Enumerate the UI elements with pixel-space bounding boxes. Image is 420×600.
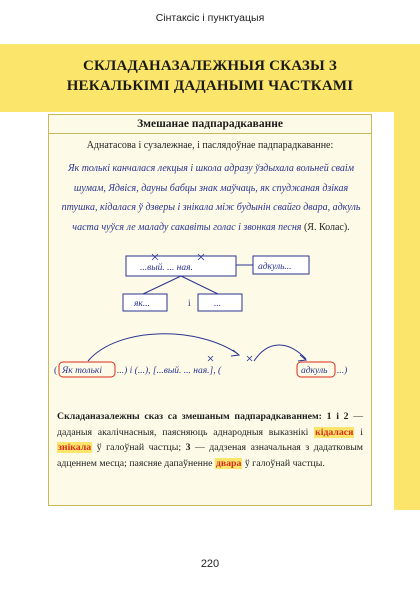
rule-text-2: ў галоўнай частцы; [96,442,182,453]
title-band [0,44,420,112]
scheme-main-text: ...вый. ... ная. [140,263,193,273]
scheme-arrow-left [231,350,239,356]
box-heading: Змешанае падпарадкаванне [49,115,371,134]
rule-text-3: — дадзеная азначальная з дадатковым адценнем месца; паясняе дапаўненне [57,442,363,469]
scheme-tolki-text: Як толькі [62,366,102,376]
highlight-znikala: знікала [58,442,92,453]
running-head: Сінтаксіс і пунктуацыя [155,12,265,24]
rule-number-3: 3 [185,442,191,453]
chapter-title-line-1: СКЛАДАНАЗАЛЕЖНЫЯ СКАЗЫ З [82,58,338,74]
example-text: Як толькі канчалася лекцыя і школа адразу ўздыхала вольней сваім шумам, Ядвіся, дауны бабцы знак маўчаць, як спуджаная дзікая птушка, кідалася ў дзверы і знікала між будынін свайго двара, адкуль часта чуўся ле маладу сакавіты голас і звонкая песня [61,163,361,233]
scheme-arc-right [254,345,306,361]
scheme-adkul-text: адкуль [301,366,328,376]
scheme-link-down [181,276,218,294]
chapter-title-line-2: НЕКАЛЬКІМІ ДАДАНЫМІ ЧАСТКАМІ [66,78,354,94]
scheme-conn-i: і [188,299,191,309]
rule-lead: Складаназалежны сказ са змешаным падпарадкаваннем: [57,411,322,422]
rule-conj: і [360,426,363,438]
scheme-bottom-cross-marks [208,356,252,361]
rule-text-4: ў галоўнай частцы. [244,457,325,469]
side-color-bar [394,44,420,510]
example-source: (Я. Колас). [303,221,350,233]
rule-explanation [57,409,363,471]
page-number: 220 [200,558,220,570]
scheme-left-text: як... [134,299,150,309]
scheme-bottom-open: ( [54,366,58,376]
sentence-scheme [48,114,370,404]
scheme-arc-left [88,334,238,361]
rule-numbers-1-2: 1 і 2 [326,411,349,422]
scheme-bottom-mid: ...) і (...), [...вый. ... ная.], ( [117,366,222,376]
highlight-dvara: двара [215,457,242,469]
lead-sentence: Аднатасова і сузалежнае, і паслядоўнае падпарадкаванне: [86,140,334,151]
scheme-link-left [143,276,181,294]
highlight-kidalasia: кідалася [315,426,354,438]
chapter-title [0,56,420,96]
scheme-bottom-close: ...) [337,366,348,376]
scheme-conj-text: адкуль... [258,262,292,272]
rule-text-1: — даданыя акалічнасныя, паясняюць аднародныя выказнікі [57,411,363,438]
scheme-right-text: ... [214,299,222,309]
